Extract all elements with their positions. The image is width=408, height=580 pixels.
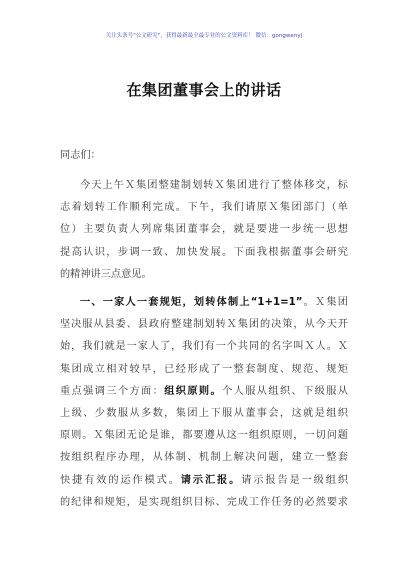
paragraph-line: 今天上午Ｘ集团整建制划转Ｘ集团进行了整体移交，标 [80, 180, 348, 191]
paragraph-line-with-emphasis [60, 381, 348, 403]
document-title: 在集团董事会上的讲话 [126, 81, 282, 99]
paragraph-line: 的纪律和规矩，是实现组织目标、完成工作任务的必然要求 [60, 496, 348, 508]
paragraph-line: 原则。Ｘ集团无论是谁，都要遵从这一组织原则，一切问题 [60, 430, 348, 442]
paragraph-line: 始，我们就是一家人了，我们有一个共同的名字叫Ｘ人。Ｘ [60, 341, 348, 353]
paragraph-text: 请示报告是一级组织 [241, 474, 348, 486]
paragraph-intro [60, 175, 348, 286]
org-principle-label: 组织原则。 [164, 385, 223, 397]
section-heading: 一、一家人一套规矩，划转体制上“1+1=1” [80, 297, 303, 308]
paragraph-line-with-emphasis [60, 470, 348, 492]
section-heading-tail: 。Ｘ集团 [302, 297, 348, 308]
paragraph-line: 提高认识，步调一致、加快发展。下面我根据董事会研究 [60, 246, 348, 258]
paragraph-line: 坚决服从县委、县政府整建制划转Ｘ集团的决策，从今天开 [60, 319, 348, 331]
paragraph-line: 位）主要负责人列席集团董事会，就是要进一步统一思想 [60, 224, 348, 236]
paragraph-text: 快捷有效的运作模式。 [60, 474, 181, 486]
paragraph-text: 重点强调三个方面： [60, 385, 165, 397]
report-label: 请示汇报。 [180, 474, 242, 486]
header-promo-note: 关注头条号"公文研究"，获得最新最全最专业的公文资料库！ 微信：gongwenyj [105, 33, 303, 39]
paragraph-line: 志着划转工作顺利完成。下午，我们请原Ｘ集团部门（单 [60, 202, 348, 214]
paragraph-line: 的精神讲三点意见。 [60, 268, 152, 280]
salutation: 同志们： [60, 150, 101, 161]
section-1 [60, 292, 348, 514]
paragraph-line: 上级、少数服从多数，集团上下服从董事会，这就是组织 [60, 407, 348, 419]
paragraph-text: 个人服从组织、下级服从 [222, 385, 348, 397]
paragraph-line: 集团成立相对较早，已经形成了一整套制度、规范、规矩 [60, 363, 348, 375]
section-heading-line [60, 292, 348, 314]
paragraph-line: 按组织程序办理，从体制、机制上解决问题，建立一整套 [60, 452, 348, 464]
